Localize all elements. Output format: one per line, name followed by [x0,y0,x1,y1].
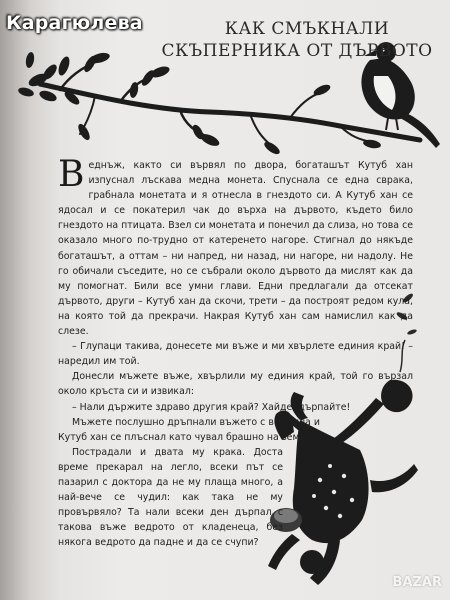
story-title-line1: КАК СМЪКНАЛИ [224,19,390,39]
paragraph-4: – Нали държите здраво другия край? Хайде, дърпайте! [72,401,351,413]
paragraph-1 [58,154,413,339]
paragraph-3: Донесли мъжете въже, хвърлили му единия край, той го вързал около кръста си и извикал: [58,371,413,398]
paragraph-2: – Глупаци такива, донесете ми въже и ми хвърлете единия край! – наредил им той. [58,341,413,368]
story-title-line2: СКЪПЕРНИКА ОТ ДЪРВОТО [161,41,433,61]
paragraph-6: Пострадали и двата му крака. Доста време прекарал на легло, всеки път се пазарил с доктора да не му плаща много, а най-вече се чудил: как така не му провървяло? Та нали всеки ден дърпал с такова въже ведрото от кладенеца, без някога ведрото да падне и да се счупи? [58,446,283,549]
story-text [58,154,413,550]
drop-cap: В [58,154,85,195]
watermark-logo: BAZAR [392,575,442,590]
seller-name-tag: Карагюлева [6,12,143,34]
paragraph-1-text: еднъж, както си вървял по двора, богаташът Кутуб хан изпуснал лъскава медна монета. Спуснала се една сврака, грабнала монетата и я отнесла в гнездото си. А Кутуб хан се ядосал и се покатерил чак до върха на дървото, където било гнездото на птицата. Взел си монетата и понечил да слиза, но това се оказало много по-трудно от катеренето нагоре. Стигнал до някъде богаташът, а оттам – ни напред, ни назад, ни нагоре, ни надолу. Не го обичали съседите, но се събрали около дървото да мислят как да му помогнат. Били все умни глави. Едни предлагали да отсекат дървото, други – Кутуб хан да скочи, трети – да построят редом кула, на която той да прекрачи. Накрая Кутуб хан сам намислил как да слезе. [58,160,413,338]
leaves-icon [17,51,381,156]
story-title [152,18,442,62]
paragraph-5: Мъжете послушно дръпнали въжето с все сила и Кутуб хан се плъснал като чувал брашно на земята. [58,416,320,443]
